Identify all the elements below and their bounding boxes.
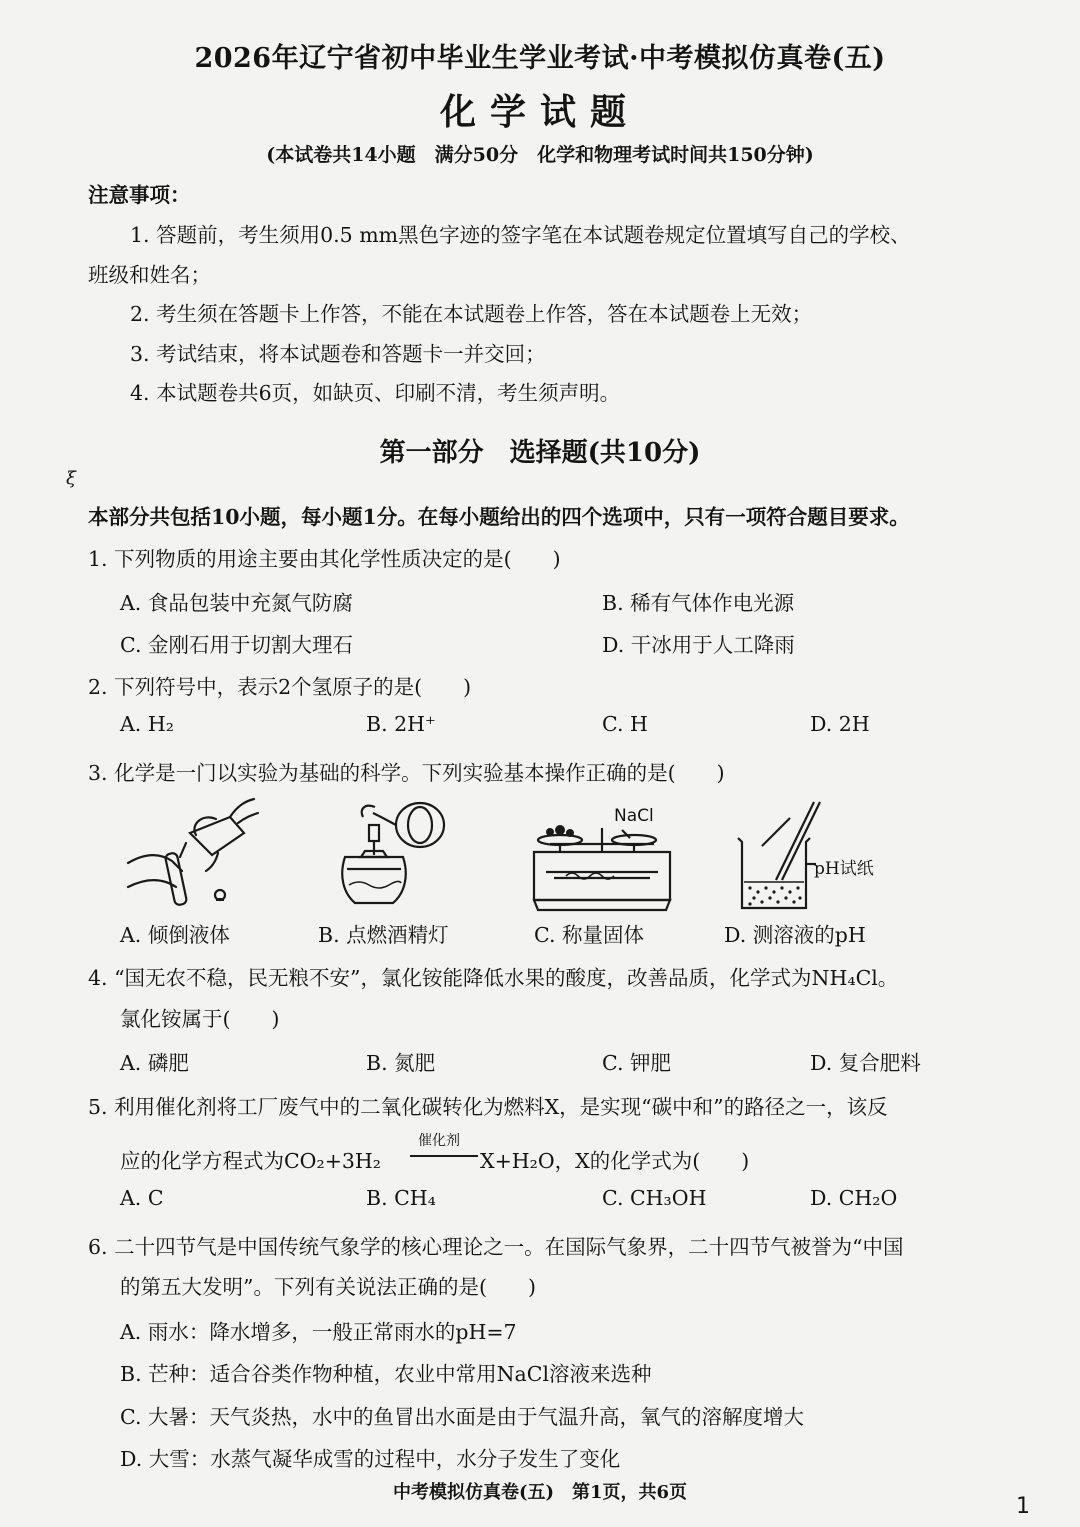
q3-stem: 3. 化学是一门以实验为基础的科学。下列实验基本操作正确的是( ) (88, 761, 725, 785)
exam-info: (本试卷共14小题 满分50分 化学和物理考试时间共150分钟) (266, 144, 814, 166)
exam-title: 2026年辽宁省初中毕业生学业考试·中考模拟仿真卷(五) (194, 43, 886, 74)
section-title: 第一部分 选择题(共10分) (379, 438, 701, 468)
q2-option-c: C. H (602, 712, 648, 736)
notice-item-2: 2. 考生须在答题卡上作答，不能在本试题卷上作答，答在本试题卷上无效； (130, 302, 813, 326)
q3-option-b: B. 点燃酒精灯 (318, 923, 449, 947)
notice-heading: 注意事项： (88, 183, 191, 207)
q6-stem: 6. 二十四节气是中国传统气象学的核心理论之一。在国际气象界，二十四节气被誉为“中国 (88, 1235, 904, 1259)
q2-option-a: A. H₂ (120, 712, 174, 736)
notice-item-3: 3. 考试结束，将本试题卷和答题卡一并交回； (130, 342, 546, 366)
q3-option-d: D. 测溶液的pH (724, 923, 866, 947)
q2-option-b: B. 2H⁺ (366, 712, 436, 736)
q2-option-d: D. 2H (810, 712, 870, 736)
q3-option-a: A. 倾倒液体 (120, 923, 230, 947)
q4-option-d: D. 复合肥料 (810, 1051, 921, 1075)
q5-option-d: D. CH₂O (810, 1186, 898, 1210)
q2-stem: 2. 下列符号中，表示2个氢原子的是( ) (88, 675, 472, 699)
page-footer: 中考模拟仿真卷(五) 第1页，共6页 (392, 1482, 688, 1503)
q5-option-b: B. CH₄ (366, 1186, 436, 1210)
q1-option-d: D. 干冰用于人工降雨 (602, 633, 795, 657)
q4-stem-cont: 氯化铵属于( ) (120, 1007, 280, 1031)
subject-title: 化学试题 (439, 91, 640, 133)
q1-option-a: A. 食品包装中充氮气防腐 (120, 591, 353, 615)
q1-option-c: C. 金刚石用于切割大理石 (120, 633, 353, 657)
q4-option-b: B. 氮肥 (366, 1051, 436, 1075)
section-intro: 本部分共包括10小题，每小题1分。在每小题给出的四个选项中，只有一项符合题目要求。 (88, 505, 910, 529)
notice-item-1: 1. 答题前，考生须用0.5 mm黑色字迹的签字笔在本试题卷规定位置填写自己的学校、 (130, 223, 911, 247)
q6-option-c: C. 大暑：天气炎热，水中的鱼冒出水面是由于气温升高，氧气的溶解度增大 (120, 1405, 804, 1429)
figure-label-ph-paper: pH试纸 (814, 859, 874, 879)
q3-option-c: C. 称量固体 (534, 923, 644, 947)
stray-mark: ξ (66, 468, 76, 489)
page-number: 1 (1016, 1494, 1030, 1519)
q4-option-c: C. 钾肥 (602, 1051, 671, 1075)
figure-alcohol-lamp (325, 795, 455, 913)
q6-option-a: A. 雨水：降水增多，一般正常雨水的pH=7 (120, 1320, 517, 1344)
q5-equation-lhs: 应的化学方程式为CO₂+3H₂ (120, 1149, 382, 1173)
figure-pouring-liquid (120, 795, 260, 910)
q6-option-d: D. 大雪：水蒸气凝华成雪的过程中，水分子发生了变化 (120, 1447, 621, 1471)
q5-option-a: A. C (120, 1186, 164, 1210)
notice-item-1-cont: 班级和姓名； (88, 263, 211, 287)
figure-label-nacl: NaCl (614, 806, 654, 826)
q5-catalyst-label: 催化剂 (418, 1133, 460, 1149)
q1-stem: 1. 下列物质的用途主要由其化学性质决定的是( ) (88, 547, 561, 571)
q6-stem-cont: 的第五大发明”。下列有关说法正确的是( ) (120, 1275, 536, 1299)
q1-option-b: B. 稀有气体作电光源 (602, 591, 795, 615)
q4-stem: 4. “国无农不稳，民无粮不安”，氯化铵能降低水果的酸度，改善品质，化学式为NH₄Cl。 (88, 966, 899, 990)
q5-option-c: C. CH₃OH (602, 1186, 707, 1210)
q5-stem: 5. 利用催化剂将工厂废气中的二氧化碳转化为燃料X，是实现“碳中和”的路径之一，该反 (88, 1095, 888, 1119)
q5-equation-rhs: X+H₂O，X的化学式为( ) (480, 1149, 750, 1173)
q4-option-a: A. 磷肥 (120, 1051, 189, 1075)
q5-reaction-arrow (410, 1155, 478, 1157)
q6-option-b: B. 芒种：适合谷类作物种植，农业中常用NaCl溶液来选种 (120, 1362, 652, 1386)
notice-item-4: 4. 本试题卷共6页，如缺页、印刷不清，考生须声明。 (130, 381, 621, 405)
